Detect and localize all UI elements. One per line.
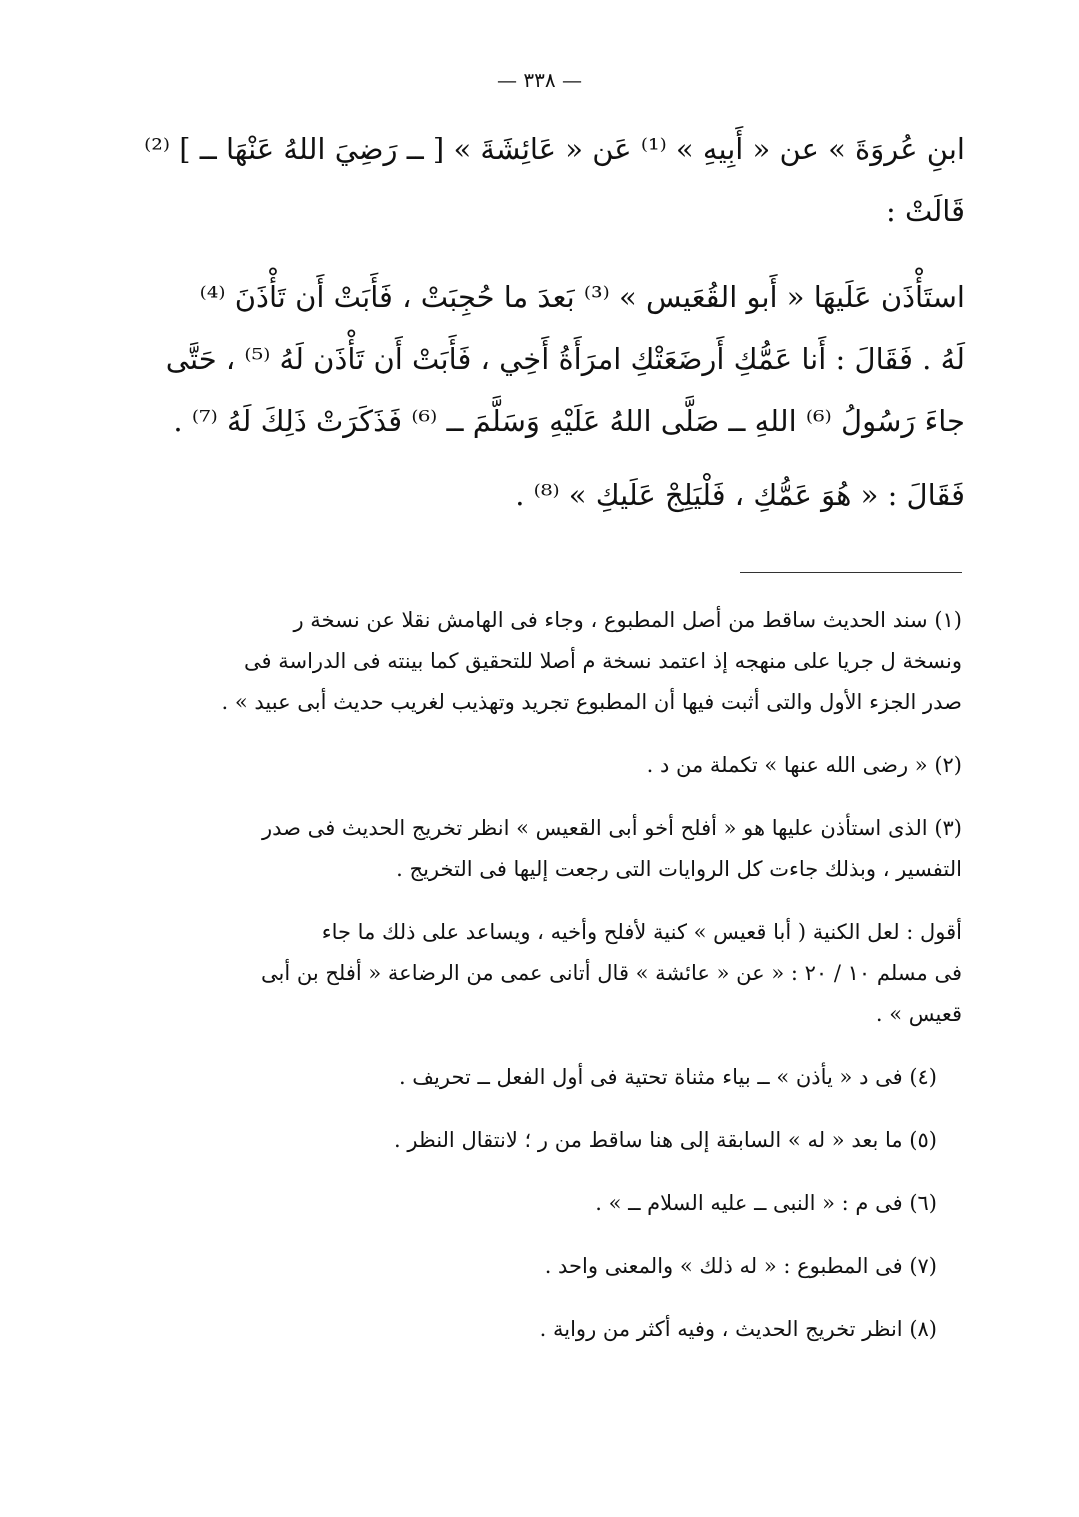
footnote-gap [100, 1287, 962, 1309]
hadith-line-3: استَأْذَن عَلَيهَا « أَبو القُعَيس » ⁽³⁾ بَعدَ ما حُجِبَتْ ، فَأَبَتْ أَن تَأْذَنَ ⁽⁴⁾ [199, 280, 965, 314]
footnote-gap [100, 723, 962, 745]
footnote-gap [100, 1224, 962, 1246]
footnote-gap [100, 1098, 962, 1120]
footnote-3-line-1: (٣) الذى استأذن عليها هو « أفلح أخو أبى القعيس » انظر تخريج الحديث فى صدر [262, 816, 962, 840]
footnote-gap [100, 1161, 962, 1183]
footnote-gap [100, 1035, 962, 1057]
hadith-line-4: لَهُ . فَقَالَ : أَنا عَمُّكِ أَرضَعَتْكِ امرَأَةُ أَخِي ، فَأَبَتْ أَن تَأْذَن لَهُ ⁽⁵⁾ ، حَتَّى [165, 342, 965, 376]
hadith-line-6: فَقَالَ : « هُوَ عَمُّكِ ، فَلْيَلِجْ عَلَيكِ » ⁽⁸⁾ . [515, 478, 965, 512]
paragraph-gap [150, 242, 965, 266]
footnote-3-line-5: قعيس » . [875, 1002, 962, 1026]
footnote-divider [740, 572, 962, 573]
footnotes [100, 600, 962, 1350]
hadith-line-5: جاءَ رَسُولُ ⁽⁶⁾ اللهِ ــ صَلَّى اللهُ عَلَيْهِ وَسَلَّمَ ــ ⁽⁶⁾ فَذَكَرَتْ ذَلِكَ لَهُ ⁽⁷⁾ . [173, 404, 965, 438]
footnote-3-line-2: التفسير ، وبذلك جاءت كل الروايات التى رجعت إليها فى التخريج . [396, 857, 962, 881]
footnote-gap [100, 786, 962, 808]
footnote-gap [100, 890, 962, 912]
footnote-1-line-3: صدر الجزء الأول والتى أثبت فيها أن المطبوع تجريد وتهذيب لغريب حديث أبى عبيد » . [221, 690, 962, 714]
footnote-1-line-1: (١) سند الحديث ساقط من أصل المطبوع ، وجاء فى الهامش نقلا عن نسخة ر [293, 608, 962, 632]
footnote-6: (٦) فى م : « النبى ــ عليه السلام ــ » . [595, 1191, 937, 1215]
hadith-line-2: قَالَتْ : [886, 194, 965, 228]
footnote-5: (٥) ما بعد « له » السابقة إلى هنا ساقط من ر ؛ لانتقال النظر . [394, 1128, 937, 1152]
footnote-8: (٨) انظر تخريج الحديث ، وفيه أكثر من رواية . [539, 1317, 937, 1341]
footnote-7: (٧) فى المطبوع : « له ذلك » والمعنى واحد . [544, 1254, 937, 1278]
page-number: — ٣٣٨ — [497, 68, 582, 92]
footnote-4: (٤) فى د « يأذن » ــ بياء مثناة تحتية فى أول الفعل ــ تحريف . [398, 1065, 937, 1089]
paragraph-gap [150, 452, 965, 464]
footnote-3-line-4: فى مسلم ١٠ / ٢٠ : « عن « عائشة » قال أتانى عمى من الرضاعة « أفلح بن أبى [260, 961, 962, 985]
footnote-3-line-3: أقول : لعل الكنية ( أبا قعيس » كنية لأفلح وأخيه ، ويساعد على ذلك ما جاء [321, 920, 962, 944]
footnote-2: (٢) « رضى الله عنها » تكملة من د . [646, 753, 962, 777]
footnote-1-line-2: ونسخة ل جريا على منهجه إذ اعتمد نسخة م أصلا للتحقيق كما بينته فى الدراسة فى [244, 649, 962, 673]
hadith-line-1: ابنِ عُروَةَ » عن « أَبِيهِ » ⁽¹⁾ عَن « عَائِشَةَ » [ ــ رَضِيَ اللهُ عَنْهَا ــ ] ⁽²⁾ [144, 132, 965, 166]
hadith-text [144, 118, 965, 526]
